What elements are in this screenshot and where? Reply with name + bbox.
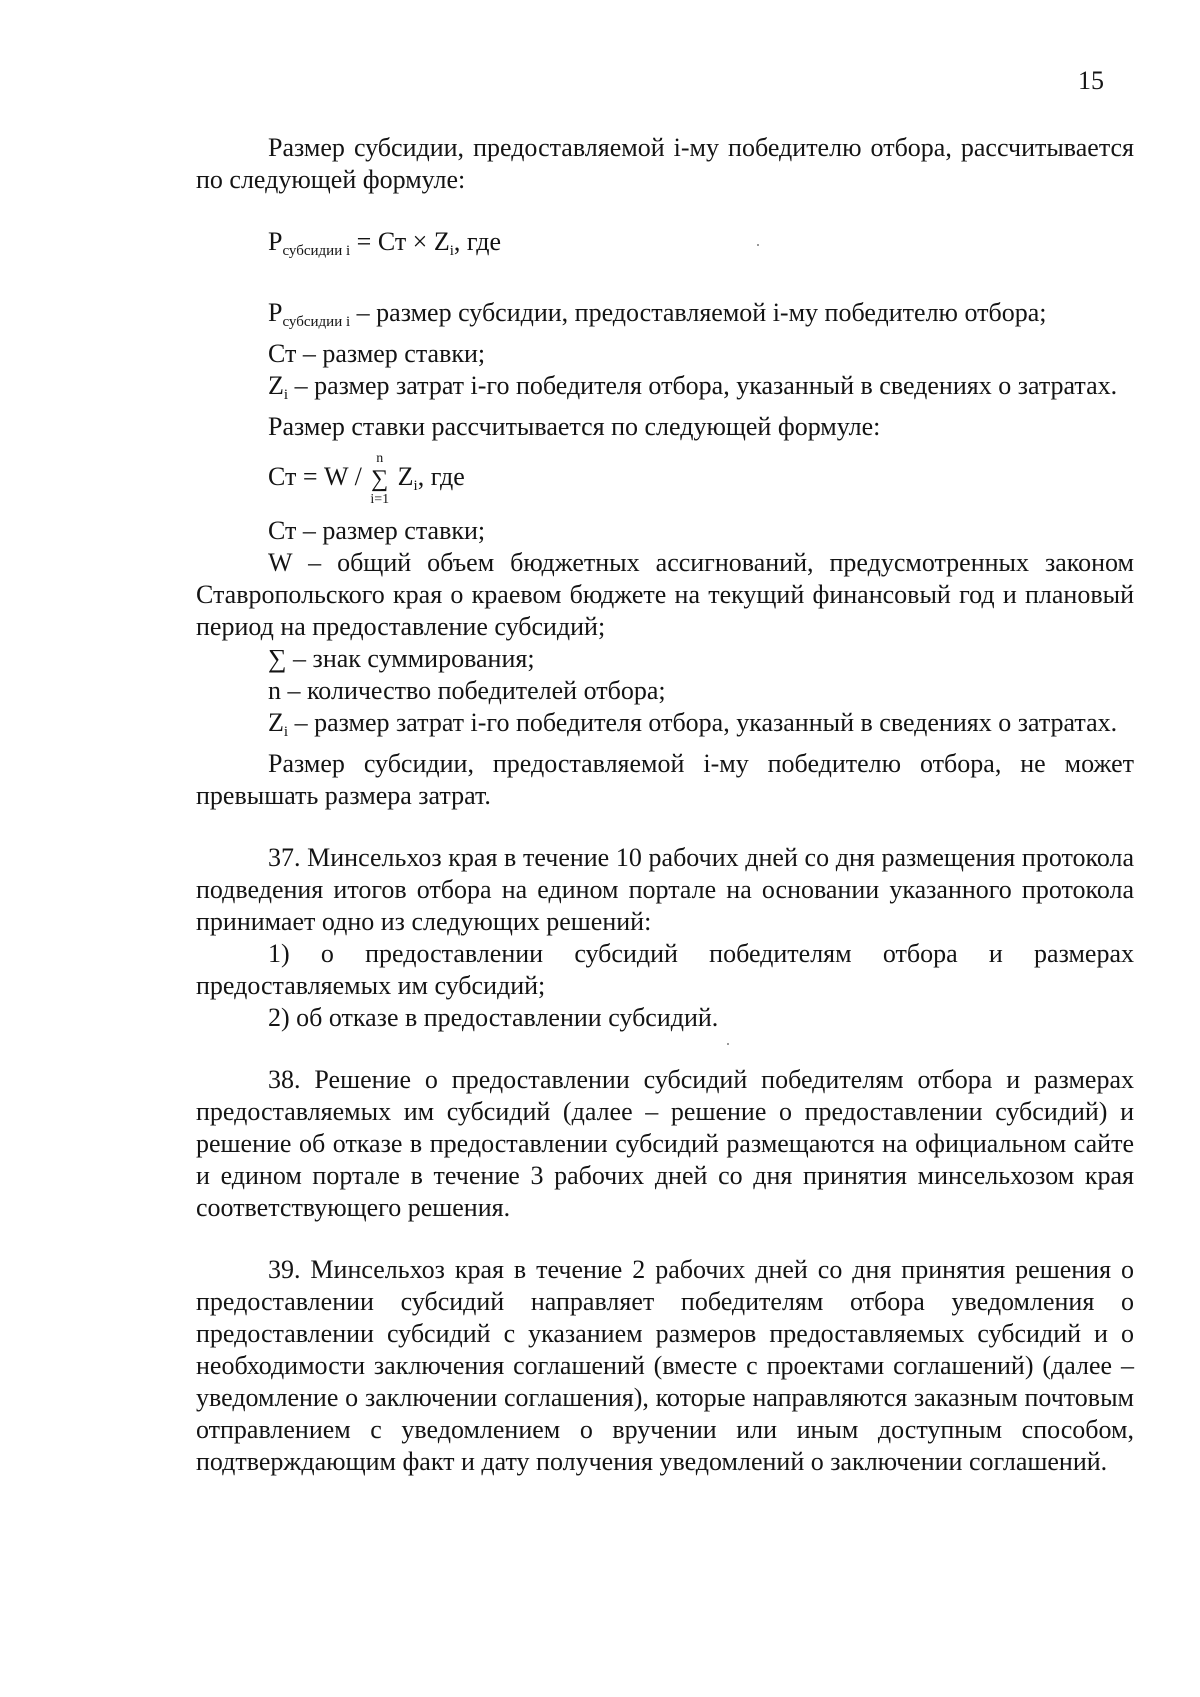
definition-symbol: Z xyxy=(268,708,284,737)
definition-item xyxy=(196,675,1134,707)
definition-symbol: Ст xyxy=(268,516,297,545)
rate-formula-tail: , где xyxy=(417,461,465,491)
definition-text: – размер затрат i-го победителя отбора, указанный в сведениях о затратах. xyxy=(288,708,1118,737)
rate-formula-lhs: Ст = W / xyxy=(268,461,369,491)
clause-38: 38. Решение о предоставлении субсидий победителям отбора и размерах предоставляемых им субсидий (далее – решение о предоставлении субсидий) и решение об отказе в предоставлении субсидий размещаются на официальном сайте и едином портале в течение 3 рабочих дней со дня принятия минсельхозом края соответствующего решения. xyxy=(196,1065,1134,1222)
definition-item xyxy=(196,643,1134,675)
clause-37-option: 2) об отказе в предоставлении субсидий. xyxy=(268,1003,719,1032)
definition-symbol: Z xyxy=(268,371,284,400)
definition-text: – знак суммирования; xyxy=(286,644,535,673)
clause-37-option: 1) о предоставлении субсидий победителям отбора и размерах предоставляемых им субсидий; xyxy=(196,939,1134,1000)
definition-subscript: i xyxy=(283,724,289,740)
formula-rhs: = Ст × Z xyxy=(350,227,450,256)
definition-symbol: ∑ xyxy=(268,644,287,673)
paragraph-limit-note: Размер субсидии, предоставляемой i-му победителю отбора, не может превышать размера затрат. xyxy=(196,749,1134,810)
summation-block xyxy=(370,451,389,507)
rate-formula-z-subscript: i xyxy=(413,477,418,494)
definition-item xyxy=(196,547,1134,643)
formula-z-subscript: i xyxy=(449,243,454,259)
definition-text: – размер затрат i-го победителя отбора, указанный в сведениях о затратах. xyxy=(288,371,1118,400)
definition-subscript: i xyxy=(283,387,289,403)
sum-lower-limit: i=1 xyxy=(370,492,390,507)
subsidy-formula xyxy=(196,226,1134,267)
document-body xyxy=(196,132,1134,1478)
rate-formula xyxy=(196,443,1134,515)
formula-lhs: P xyxy=(268,227,283,256)
definition-item xyxy=(196,707,1134,748)
formula-lhs-subscript: субсидии i xyxy=(282,243,351,259)
definition-item xyxy=(196,515,1134,547)
page-number: 15 xyxy=(1078,66,1104,95)
scan-speck xyxy=(757,244,759,246)
rate-formula-z: Z xyxy=(391,461,414,491)
clause-39: 39. Минсельхоз края в течение 2 рабочих дней со дня принятия решения о предоставлении субсидий направляет победителям отбора уведомления о предоставлении субсидий с указанием размеров предоставляемых субсидий и о необходимости заключения соглашений (вместе с проектами соглашений) (далее – уведомление о заключении соглашения), которые направляются заказным почтовым отправлением с уведомлением о вручении или иным доступным способом, подтверждающим факт и дату получения уведомлений о заключении соглашений. xyxy=(196,1255,1134,1476)
definition-text: – размер субсидии, предоставляемой i-му победителю отбора; xyxy=(350,298,1047,327)
clause-37: 37. Минсельхоз края в течение 10 рабочих дней со дня размещения протокола подведения итогов отбора на едином портале на основании указанного протокола принимает одно из следующих решений: xyxy=(196,843,1134,936)
definition-symbol: Ст xyxy=(268,339,297,368)
definition-symbol: n xyxy=(268,676,281,705)
paragraph-intro: Размер субсидии, предоставляемой i-му победителю отбора, рассчитывается по следующей формуле: xyxy=(196,133,1134,194)
formula-tail: , где xyxy=(453,227,502,256)
definition-text: – общий объем бюджетных ассигнований, предусмотренных законом Ставропольского края о краевом бюджете на текущий финансовый год и плановый период на предоставление субсидий; xyxy=(196,548,1134,641)
definition-text: – количество победителей отбора; xyxy=(281,676,666,705)
sum-sign: ∑ xyxy=(371,466,389,492)
definition-symbol: P xyxy=(268,298,283,327)
definition-subscript: субсидии i xyxy=(282,314,351,330)
definition-item xyxy=(196,338,1134,370)
sum-upper-limit: n xyxy=(376,451,384,466)
definition-text: – размер ставки; xyxy=(296,516,486,545)
definition-text: – размер ставки; xyxy=(296,339,486,368)
definition-item xyxy=(196,370,1134,411)
definition-symbol: W xyxy=(268,548,293,577)
scan-speck xyxy=(727,1043,729,1045)
definition-item xyxy=(196,297,1134,338)
paragraph-rate-intro: Размер ставки рассчитывается по следующей формуле: xyxy=(268,412,881,441)
